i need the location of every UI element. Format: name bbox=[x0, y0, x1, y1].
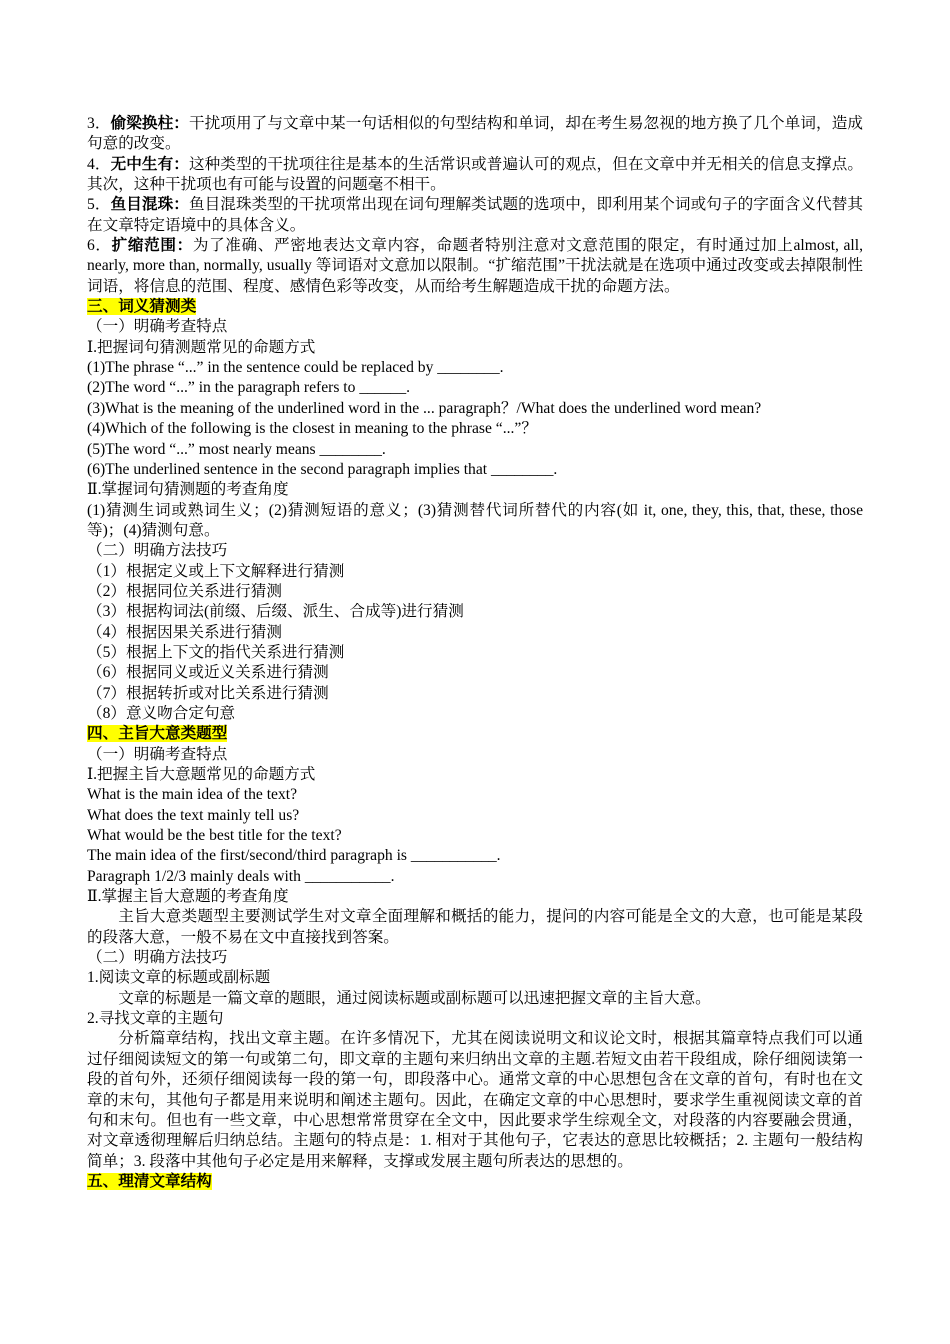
part-title: Ⅱ.掌握主旨大意题的考查角度 bbox=[87, 888, 289, 906]
item-number: 3． bbox=[87, 115, 111, 132]
item-text: 鱼目混珠类型的干扰项常出现在词句理解类试题的选项中，即利用某个词或句子的字面含义代替其在文章特定语境中的具体含义。 bbox=[87, 196, 863, 234]
item-3 bbox=[87, 114, 863, 155]
part-text: 主旨大意类题型主要测试学生对文章全面理解和概括的能力，提问的内容可能是全文的大意，也可能是某段的段落大意，一般不易在文中直接找到答案。 bbox=[87, 908, 863, 946]
subheading: （二）明确方法技巧 bbox=[87, 542, 228, 560]
item-6 bbox=[87, 236, 863, 297]
question-form: (2)The word “...” in the paragraph refers to ______. bbox=[87, 379, 411, 397]
method-item: （2）根据同位关系进行猜测 bbox=[87, 582, 282, 600]
part-title: Ⅰ.把握词句猜测题常见的命题方式 bbox=[87, 338, 316, 356]
item-text: 干扰项用了与文章中某一句话相似的句型结构和单词，却在考生易忽视的地方换了几个单词，造成句意的改变。 bbox=[87, 115, 863, 153]
method-item: （1）根据定义或上下文解释进行猜测 bbox=[87, 562, 345, 580]
item-number: 5． bbox=[87, 196, 111, 214]
method-item: （8）意义吻合定句意 bbox=[87, 704, 236, 722]
method-item: （6）根据同义或近义关系进行猜测 bbox=[87, 664, 329, 682]
part-title: Ⅱ.掌握词句猜测题的考查角度 bbox=[87, 481, 289, 499]
section-heading: 五、理清文章结构 bbox=[87, 1172, 212, 1190]
item-5 bbox=[87, 195, 863, 236]
subheading: （一）明确考查特点 bbox=[87, 318, 228, 336]
method-item: （3）根据构词法(前缀、后缀、派生、合成等)进行猜测 bbox=[87, 603, 464, 621]
method-title: 1.阅读文章的标题或副标题 bbox=[87, 969, 271, 987]
method-text: 分析篇章结构，找出文章主题。在许多情况下，尤其在阅读说明文和议论文时，根据其篇章特点我们可以通过仔细阅读短文的第一句或第二句，即文章的主题句来归纳出文章的主题.若短文由若干段组成，除仔细阅读第一段的首句外，还须仔细阅读每一段的第一句，即段落中心。通常文章的中心思想包含在文章的首句，有时也在文章的末句，其他句子都是用来说明和阐述主题句。因此，在确定文章的中心思想时，要求学生重视阅读文章的首句和末句。但也有一些文章，中心思想常常贯穿在全文中，因此要求学生综观全文，对段落的内容要融会贯通，对文章透彻理解后归纳总结。主题句的特点是：1. 相对于其他句子，它表达的意思比较概括；2. 主题句一般结构简单；3. 段落中其他句子必定是用来解释，支撑或发展主题句所表达的思想的。 bbox=[87, 1030, 863, 1170]
subheading: （二）明确方法技巧 bbox=[87, 949, 228, 967]
question-form: What would be the best title for the text? bbox=[87, 827, 342, 845]
question-form: (5)The word “...” most nearly means ________. bbox=[87, 440, 386, 458]
part-title: Ⅰ.把握主旨大意题常见的命题方式 bbox=[87, 766, 316, 783]
subheading: （一）明确考查特点 bbox=[87, 745, 228, 763]
question-form: (4)Which of the following is the closest in meaning to the phrase “...”？ bbox=[87, 420, 537, 438]
part-text: (1)猜测生词或熟词生义；(2)猜测短语的意义；(3)猜测替代词所替代的内容(如 it, one, they, this, that, these, those 等)；(4)猜测句意。 bbox=[87, 501, 863, 539]
item-number: 4． bbox=[87, 155, 111, 173]
item-text: 为了准确、严密地表达文章内容，命题者特别注意对文意范围的限定，有时通过加上almost, all, nearly, more than, normally, usually 等词语对文意加以限制。“扩缩范围”干扰法就是在选项中通过改变或去掉限制性词语，将信息的范围、程度、感情色彩等改变，从而给考生解题造成干扰的命题方法。 bbox=[87, 237, 863, 295]
question-form: What does the text mainly tell us? bbox=[87, 806, 300, 824]
method-item: （5）根据上下文的指代关系进行猜测 bbox=[87, 643, 345, 661]
question-form: (3)What is the meaning of the underlined word in the ... paragraph？/What does the underlined word mean? bbox=[87, 399, 762, 417]
question-form: The main idea of the first/second/third paragraph is ___________. bbox=[87, 847, 501, 865]
method-title: 2.寻找文章的主题句 bbox=[87, 1010, 224, 1028]
question-form: Paragraph 1/2/3 mainly deals with ___________. bbox=[87, 867, 395, 885]
question-form: (6)The underlined sentence in the second paragraph implies that ________. bbox=[87, 460, 558, 478]
section-heading: 三、词义猜测类 bbox=[87, 298, 197, 316]
item-4 bbox=[87, 155, 863, 196]
question-form: What is the main idea of the text? bbox=[87, 786, 298, 804]
question-form: (1)The phrase “...” in the sentence could be replaced by ________. bbox=[87, 359, 504, 377]
method-item: （7）根据转折或对比关系进行猜测 bbox=[87, 684, 329, 702]
item-term: 扩缩范围： bbox=[111, 237, 193, 255]
item-number: 6． bbox=[87, 237, 112, 255]
method-item: （4）根据因果关系进行猜测 bbox=[87, 623, 282, 641]
item-term: 无中生有： bbox=[110, 155, 189, 173]
item-term: 鱼目混珠： bbox=[110, 196, 189, 214]
section-heading: 四、主旨大意类题型 bbox=[87, 725, 228, 743]
item-text: 这种类型的干扰项往往是基本的生活常识或普遍认可的观点，但在文章中并无相关的信息支撑点。其次，这种干扰项也有可能与设置的问题毫不相干。 bbox=[87, 155, 863, 194]
document-page bbox=[87, 114, 863, 1192]
method-text: 文章的标题是一篇文章的题眼，通过阅读标题或副标题可以迅速把握文章的主旨大意。 bbox=[118, 989, 711, 1007]
item-term: 偷梁换柱： bbox=[110, 115, 189, 132]
